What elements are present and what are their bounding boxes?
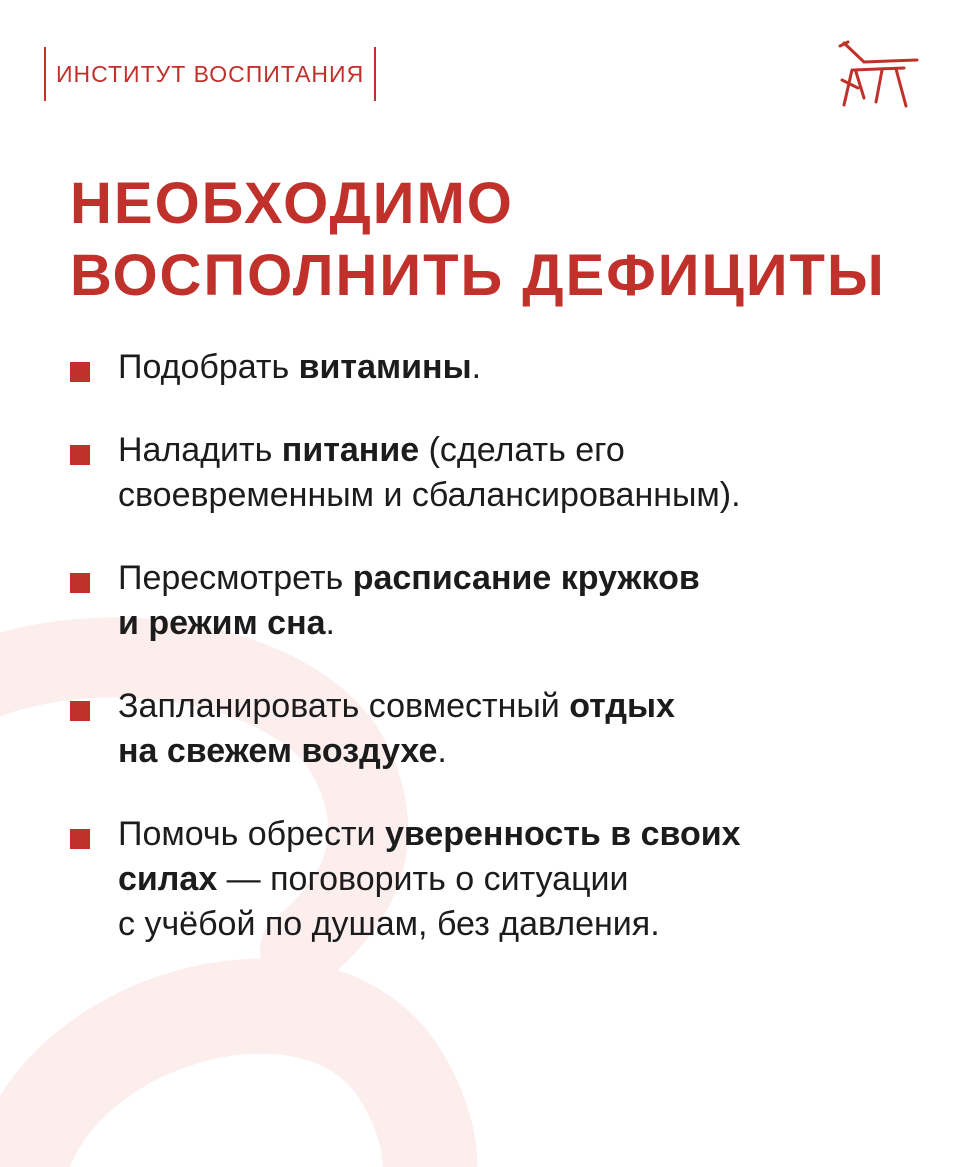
list-item	[70, 812, 940, 947]
item-text: своевременным и сбалансированным).	[118, 476, 741, 514]
item-bold-text: витамины	[298, 348, 472, 386]
chair-logo-icon	[834, 40, 920, 110]
item-bold-text: отдых	[569, 687, 675, 725]
item-bold-text: и режим сна	[118, 604, 326, 642]
item-text: — поговорить о ситуации	[217, 860, 629, 898]
deficit-list	[70, 345, 940, 947]
headline-line-1: НЕОБХОДИМО	[70, 171, 514, 236]
item-text: (сделать его	[419, 431, 625, 469]
item-text: с учёбой по душам, без давления.	[118, 905, 660, 943]
list-item	[70, 684, 940, 774]
item-text: .	[325, 604, 335, 642]
list-item	[70, 428, 940, 518]
item-text: Помочь обрести	[118, 815, 385, 853]
list-item	[70, 556, 940, 646]
headline-line-2: ВОСПОЛНИТЬ ДЕФИЦИТЫ	[70, 243, 886, 308]
item-text: Запланировать совместный	[118, 687, 570, 725]
bullet-square-icon	[70, 701, 90, 721]
item-bold-text: на свежем воздухе	[118, 732, 438, 770]
item-bold-text: силах	[118, 860, 218, 898]
bullet-square-icon	[70, 445, 90, 465]
header-label: ИНСТИТУТ ВОСПИТАНИЯ	[44, 47, 376, 101]
bullet-square-icon	[70, 362, 90, 382]
bullet-square-icon	[70, 829, 90, 849]
item-bold-text: уверенность в своих	[384, 815, 741, 853]
list-item	[70, 345, 940, 390]
item-text: .	[437, 732, 447, 770]
item-bold-text: питание	[281, 431, 420, 469]
bullet-square-icon	[70, 573, 90, 593]
item-bold-text: расписание кружков	[352, 559, 700, 597]
item-text: Подобрать	[118, 348, 299, 386]
item-text: Пересмотреть	[118, 559, 353, 597]
item-text: .	[471, 348, 482, 386]
item-text: Наладить	[118, 431, 282, 469]
headline	[70, 168, 886, 312]
